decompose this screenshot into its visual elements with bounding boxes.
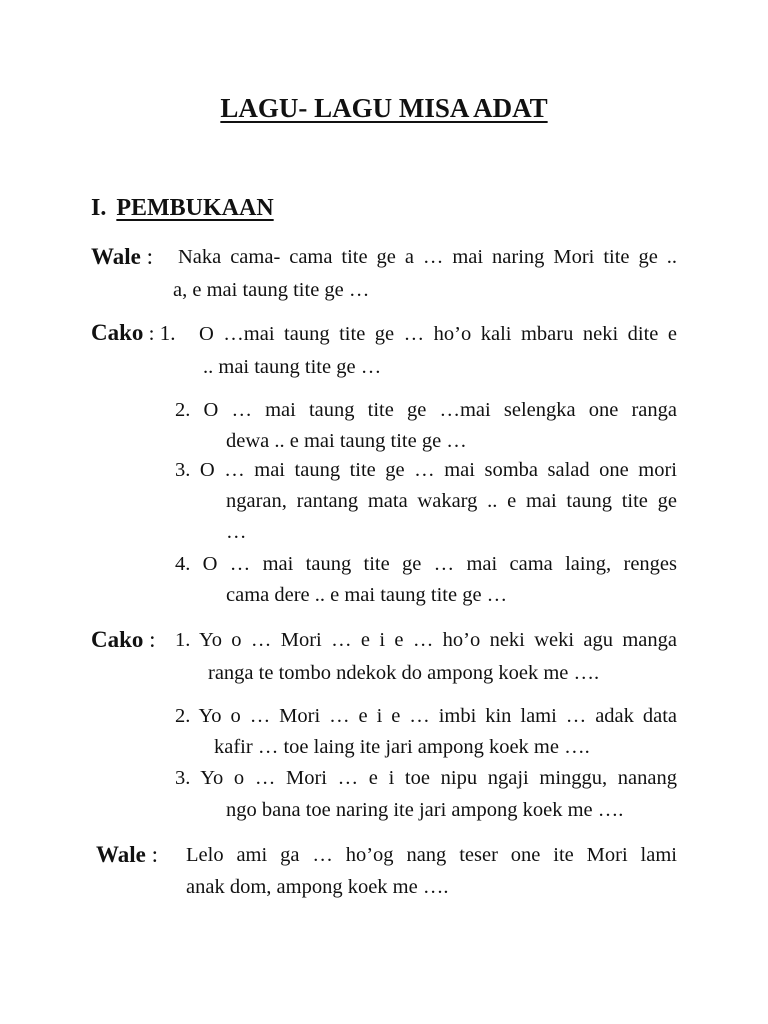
section-heading [91,195,274,222]
lyric-line: kafir … toe laing ite jari ampong koek me …. [214,736,590,758]
lyric-line: 4. O … mai taung tite ge … mai cama laing, renges [175,553,677,575]
lyric-line: 3. O … mai taung tite ge … mai somba salad one mori [175,459,677,481]
lyric-line: .. mai taung tite ge … [203,356,382,378]
lyric-line: ngo bana toe naring ite jari ampong koek me …. [226,799,624,821]
lyric-line: anak dom, ampong koek me …. [186,876,449,898]
document-title: LAGU- LAGU MISA ADAT [220,93,548,123]
lyric-line: cama dere .. e mai taung tite ge … [226,584,508,606]
lyric-line: O …mai taung tite ge … ho’o kali mbaru neki dite e [199,323,677,345]
speaker-label-wale: Wale : [91,244,153,269]
lyric-line: ranga te tombo ndekok do ampong koek me …. [208,662,600,684]
lyric-line: 2. O … mai taung tite ge …mai selengka one ranga [175,399,677,421]
lyric-line: Lelo ami ga … ho’og nang teser one ite Mori lami [186,844,677,866]
lyric-line: 3. Yo o … Mori … e i toe nipu ngaji minggu, nanang [175,767,677,789]
section-number: I. [91,195,107,221]
lyric-line: Naka cama- cama tite ge a … mai naring Mori tite ge .. [178,246,677,268]
lyric-line: 1. Yo o … Mori … e i e … ho’o neki weki agu manga [175,629,677,651]
lyric-line: 2. Yo o … Mori … e i e … imbi kin lami … adak data [175,705,677,727]
speaker-label-wale: Wale : [96,842,158,867]
lyric-line: ngaran, rantang mata wakarg .. e mai taung tite ge [226,490,677,512]
lyric-line: a, e mai taung tite ge … [173,279,370,301]
lyric-line: … [226,521,247,543]
lyric-line: dewa .. e mai taung tite ge … [226,430,467,452]
speaker-label-cako: Cako : 1. [91,320,176,345]
speaker-label-cako: Cako : [91,627,156,652]
section-title: PEMBUKAAN [116,195,274,221]
